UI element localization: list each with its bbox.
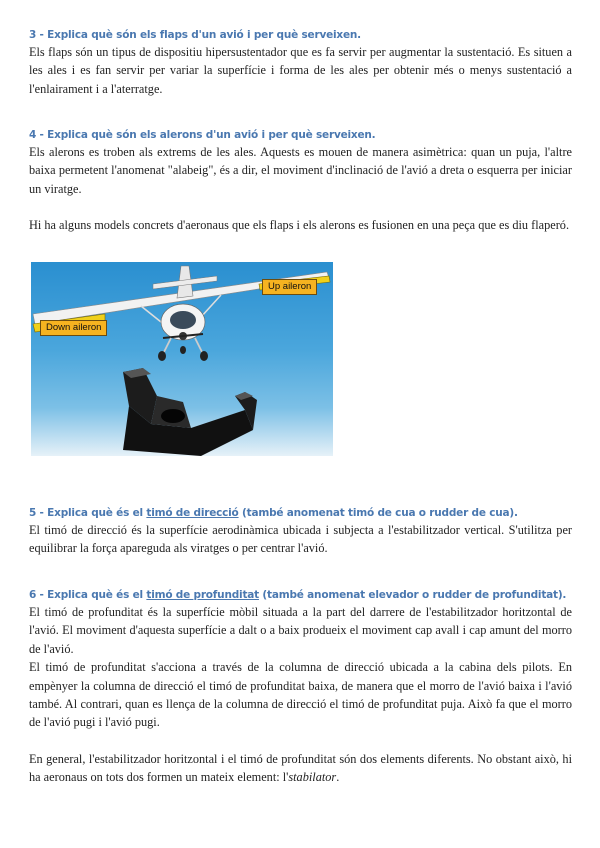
- section-6-paragraph-2: El timó de profunditat s'acciona a través de la columna de direcció ubicada a la cabina dels pilots. En empènyer la columna de direcció el timó de profunditat baixa, de manera que el morro de l'avió baixa i l'avió també. Al contrari, quan es llença de la columna de direcció el timó de profunditat puja. Això fa que el morro de l'avió pugi i l'avió pugi.: [29, 660, 572, 730]
- section-6-paragraph-3: [29, 750, 572, 787]
- section-6-heading-prefix: 6 - Explica què és el: [29, 589, 147, 601]
- section-6-paragraph-3-end: .: [336, 770, 340, 785]
- section-4-paragraph-1: Els alerons es troben als extrems de les ales. Aquests es mouen de manera asimètrica: quan un puja, l'altre baixa permetent l'anomenat "alabeig", és a dir, el moviment d'inclinació de l'avió a dreta o esquerra per iniciar un viratge.: [29, 145, 572, 196]
- section-3-paragraph: Els flaps són un tipus de dispositiu hipersustentador que es fa servir per augmentar la sustentació. Es situen a les ales i es fan servir per variar la superfície i forma de les ales per obtenir més o menys sustentació a l'enlairament i a l'aterratge.: [29, 45, 572, 96]
- section-6: [29, 588, 572, 787]
- section-5: [29, 506, 572, 558]
- section-4-paragraph-2: Hi ha alguns models concrets d'aeronaus que els flaps i els alerons es fusionen en una peça que es diu flaperó.: [29, 218, 570, 233]
- section-5-heading: [29, 506, 572, 521]
- timo-de-direccio-link[interactable]: timó de direcció: [146, 507, 239, 519]
- section-5-heading-suffix: (també anomenat timó de cua o rudder de cua).: [238, 507, 518, 519]
- section-6-heading: [29, 588, 572, 603]
- section-3: [29, 28, 572, 98]
- aileron-diagram-image: [31, 262, 333, 456]
- section-6-heading-suffix: (també anomenat elevador o rudder de profunditat).: [258, 589, 567, 601]
- section-6-paragraph-1: El timó de profunditat és la superfície mòbil situada a la part del darrere de l'estabilitzador horitzontal de l'avió. El moviment d'aquesta superfície a dalt o a baix produeix el moviment cap avall i cap amunt del morro de l'avió.: [29, 605, 572, 656]
- down-aileron-label: Down aileron: [40, 320, 107, 336]
- section-5-heading-prefix: 5 - Explica què és el: [29, 507, 147, 519]
- timo-de-profunditat-link[interactable]: timó de profunditat: [146, 589, 259, 601]
- section-5-paragraph: El timó de direcció és la superfície aerodinàmica ubicada i subjecta a l'estabilitzador vertical. S'utilitza per equilibrar la força apareguda als viratges o per centrar l'avió.: [29, 523, 572, 556]
- section-4: [29, 128, 572, 235]
- stabilator-term: stabilator: [288, 770, 337, 785]
- section-3-heading: 3 - Explica què són els flaps d'un avió i per què serveixen.: [29, 29, 361, 41]
- up-aileron-label: Up aileron: [262, 279, 317, 295]
- section-6-paragraph-3-text: En general, l'estabilitzador horitzontal i el timó de profunditat són dos elements diferents. No obstant això, hi ha aeronaus on tots dos formen un mateix element: l': [29, 751, 572, 785]
- control-yoke-icon: [123, 368, 257, 456]
- section-4-heading: 4 - Explica què són els alerons d'un avió i per què serveixen.: [29, 129, 376, 141]
